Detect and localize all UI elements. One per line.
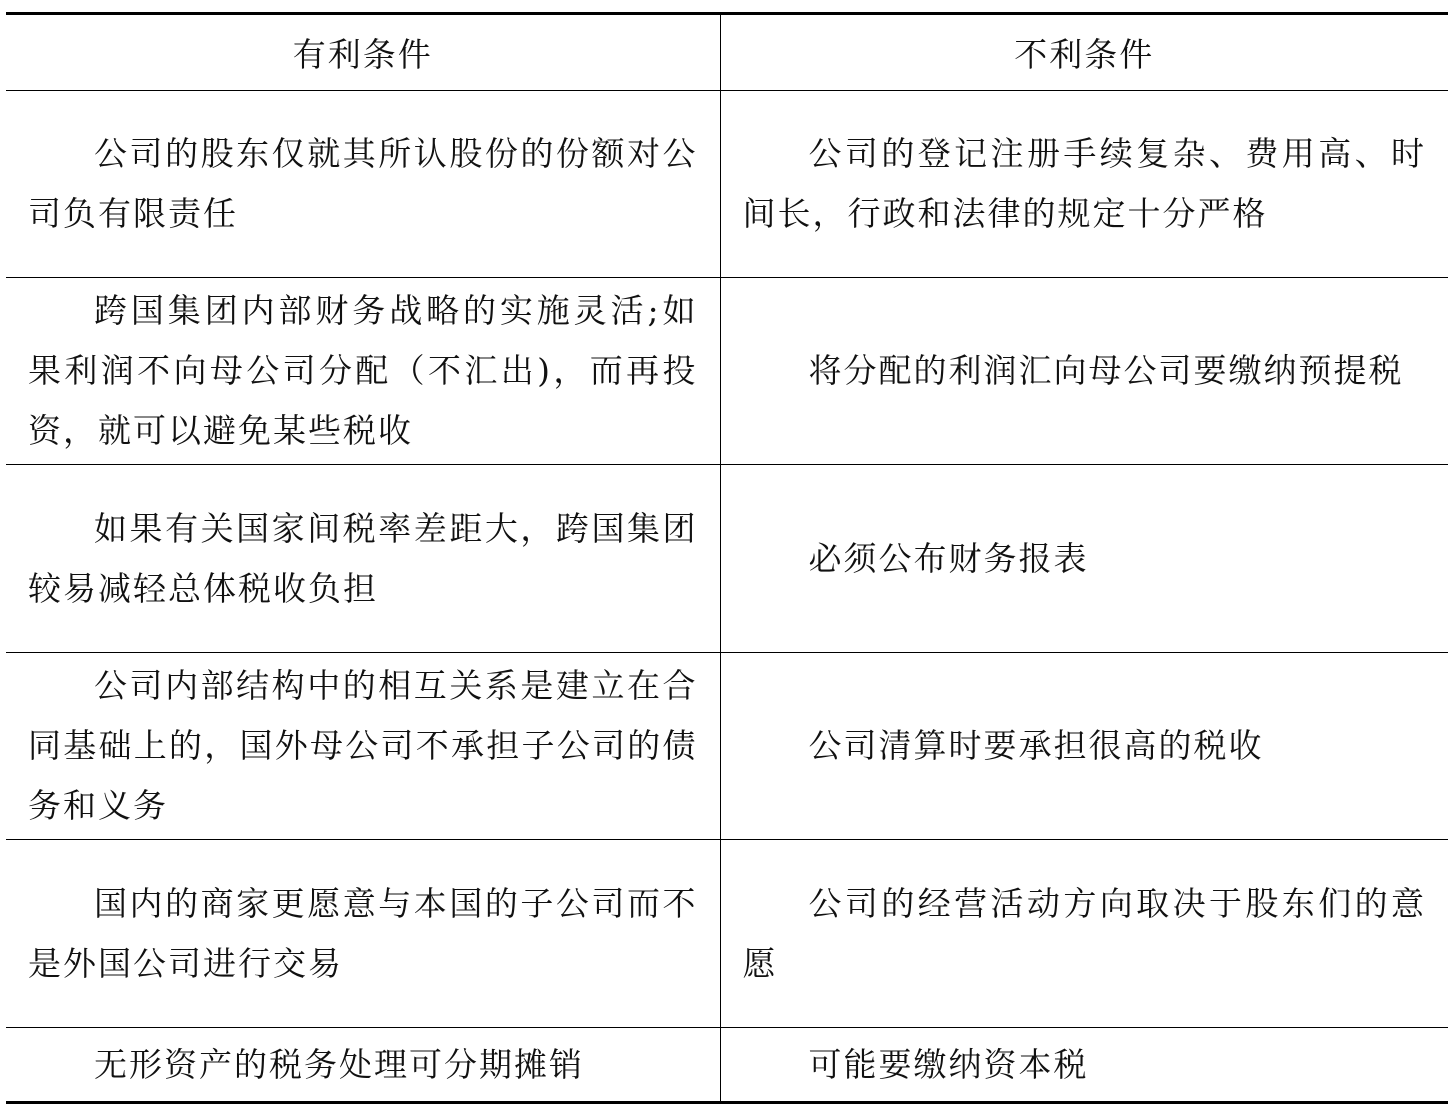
table-row (6, 465, 1448, 653)
advantage-cell: 跨国集团内部财务战略的实施灵活;如果利润不向母公司分配（不汇出)，而再投资，就可以避免某些税收 (6, 278, 720, 465)
table-row (6, 840, 1448, 1028)
disadvantage-cell: 可能要缴纳资本税 (720, 1028, 1448, 1103)
table-row (6, 91, 1448, 278)
header-disadvantages: 不利条件 (720, 14, 1448, 91)
advantage-cell: 公司内部结构中的相互关系是建立在合同基础上的，国外母公司不承担子公司的债务和义务 (6, 653, 720, 840)
comparison-table-wrapper (6, 12, 1448, 1104)
header-advantages: 有利条件 (6, 14, 720, 91)
disadvantage-cell: 公司清算时要承担很高的税收 (720, 653, 1448, 840)
disadvantage-cell: 公司的登记注册手续复杂、费用高、时间长，行政和法律的规定十分严格 (720, 91, 1448, 278)
disadvantage-cell: 将分配的利润汇向母公司要缴纳预提税 (720, 278, 1448, 465)
table-row (6, 278, 1448, 465)
disadvantage-cell: 必须公布财务报表 (720, 465, 1448, 653)
advantage-cell: 如果有关国家间税率差距大，跨国集团较易减轻总体税收负担 (6, 465, 720, 653)
table-header-row (6, 14, 1448, 91)
advantage-cell: 公司的股东仅就其所认股份的份额对公司负有限责任 (6, 91, 720, 278)
comparison-table (6, 12, 1448, 1104)
disadvantage-cell: 公司的经营活动方向取决于股东们的意愿 (720, 840, 1448, 1028)
table-row (6, 1028, 1448, 1103)
table-row (6, 653, 1448, 840)
advantage-cell: 无形资产的税务处理可分期摊销 (6, 1028, 720, 1103)
advantage-cell: 国内的商家更愿意与本国的子公司而不是外国公司进行交易 (6, 840, 720, 1028)
